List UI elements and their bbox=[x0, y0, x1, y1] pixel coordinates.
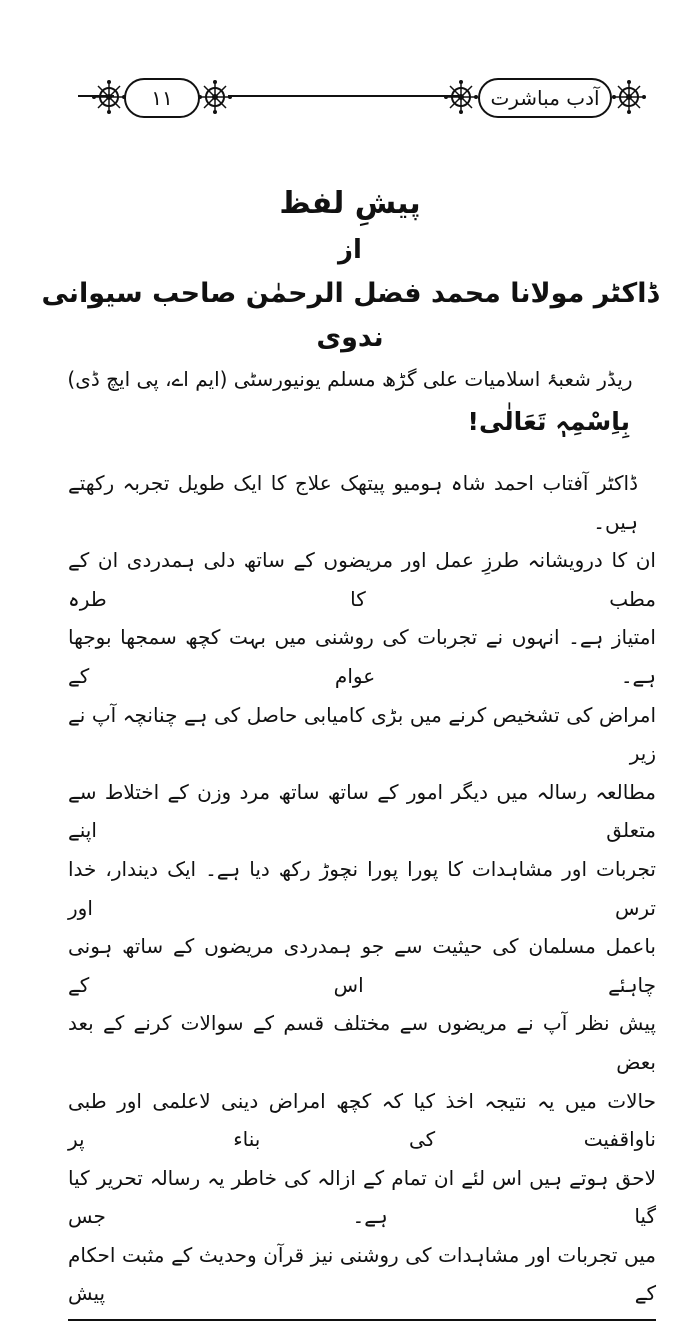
page-content bbox=[30, 180, 670, 1321]
floral-ornament-icon bbox=[444, 80, 478, 114]
body-line: حالات میں یہ نتیجہ اخذ کیا کہ کچھ امراض دینی لاعلمی اور طبی ناواقفیت کی بناء پر bbox=[68, 1088, 656, 1152]
body-line: امراض کی تشخیص کرنے میں بڑی کامیابی حاصل کی ہے چنانچہ آپ نے زیر bbox=[68, 702, 656, 766]
body-line: پیش نظر آپ نے مریضوں سے مختلف قسم کے سوالات کرنے کے بعد بعض bbox=[68, 1011, 656, 1074]
header-rule bbox=[228, 95, 460, 97]
by-label: از bbox=[338, 235, 362, 265]
floral-ornament-icon bbox=[92, 80, 126, 114]
body-line: باعمل مسلمان کی حیثیت سے جو ہمدردی مریضوں کے ساتھ ہونی چاہئے اس کے bbox=[68, 934, 656, 997]
section-title: پیشِ لفظ bbox=[279, 186, 421, 221]
author-affiliation: ریڈر شعبۂ اسلامیات علی گڑھ مسلم یونیورسٹی (ایم اے، پی ایچ ڈی) bbox=[67, 367, 633, 391]
running-header-title: آدب مباشرت bbox=[478, 78, 612, 118]
body-line: ان کا درویشانہ طرزِ عمل اور مریضوں کے ساتھ دلی ہمدردی ان کے مطب کا طرہ bbox=[68, 548, 656, 611]
invocation: بِاِسْمِہٖ تَعَالٰی! bbox=[467, 407, 630, 436]
body-line: امتیاز ہے۔ انہوں نے تجربات کی روشنی میں بہت کچھ سمجھا بوجھا ہے۔ عوام کے bbox=[68, 625, 656, 688]
body-text bbox=[68, 464, 656, 1313]
body-line: تجربات اور مشاہدات کا پورا پورا نچوڑ رکھ دیا ہے۔ ایک دیندار، خدا ترس اور bbox=[68, 856, 656, 920]
body-line: ڈاکٹر آفتاب احمد شاہ ہومیو پیتھک علاج کا ایک طویل تجربہ رکھتے ہیں۔ bbox=[68, 471, 638, 534]
floral-ornament-icon bbox=[198, 80, 232, 114]
body-line: لاحق ہوتے ہیں اس لئے ان تمام کے ازالہ کی خاطر یہ رسالہ تحریر کیا گیا ہے۔ جس bbox=[68, 1165, 656, 1229]
body-line: میں تجربات اور مشاہدات کی روشنی نیز قرآن وحدیث کے مثبت احکام کے پیش bbox=[68, 1242, 656, 1306]
body-line: مطالعہ رسالہ میں دیگر امور کے ساتھ ساتھ مرد وزن کے اختلاط سے متعلق اپنے bbox=[68, 779, 656, 843]
author-name: ڈاکٹر مولانا محمد فضل الرحمٰن صاحب سیوانی ندوی bbox=[41, 278, 659, 353]
page-number: ۱۱ bbox=[124, 78, 200, 118]
floral-ornament-icon bbox=[612, 80, 646, 114]
